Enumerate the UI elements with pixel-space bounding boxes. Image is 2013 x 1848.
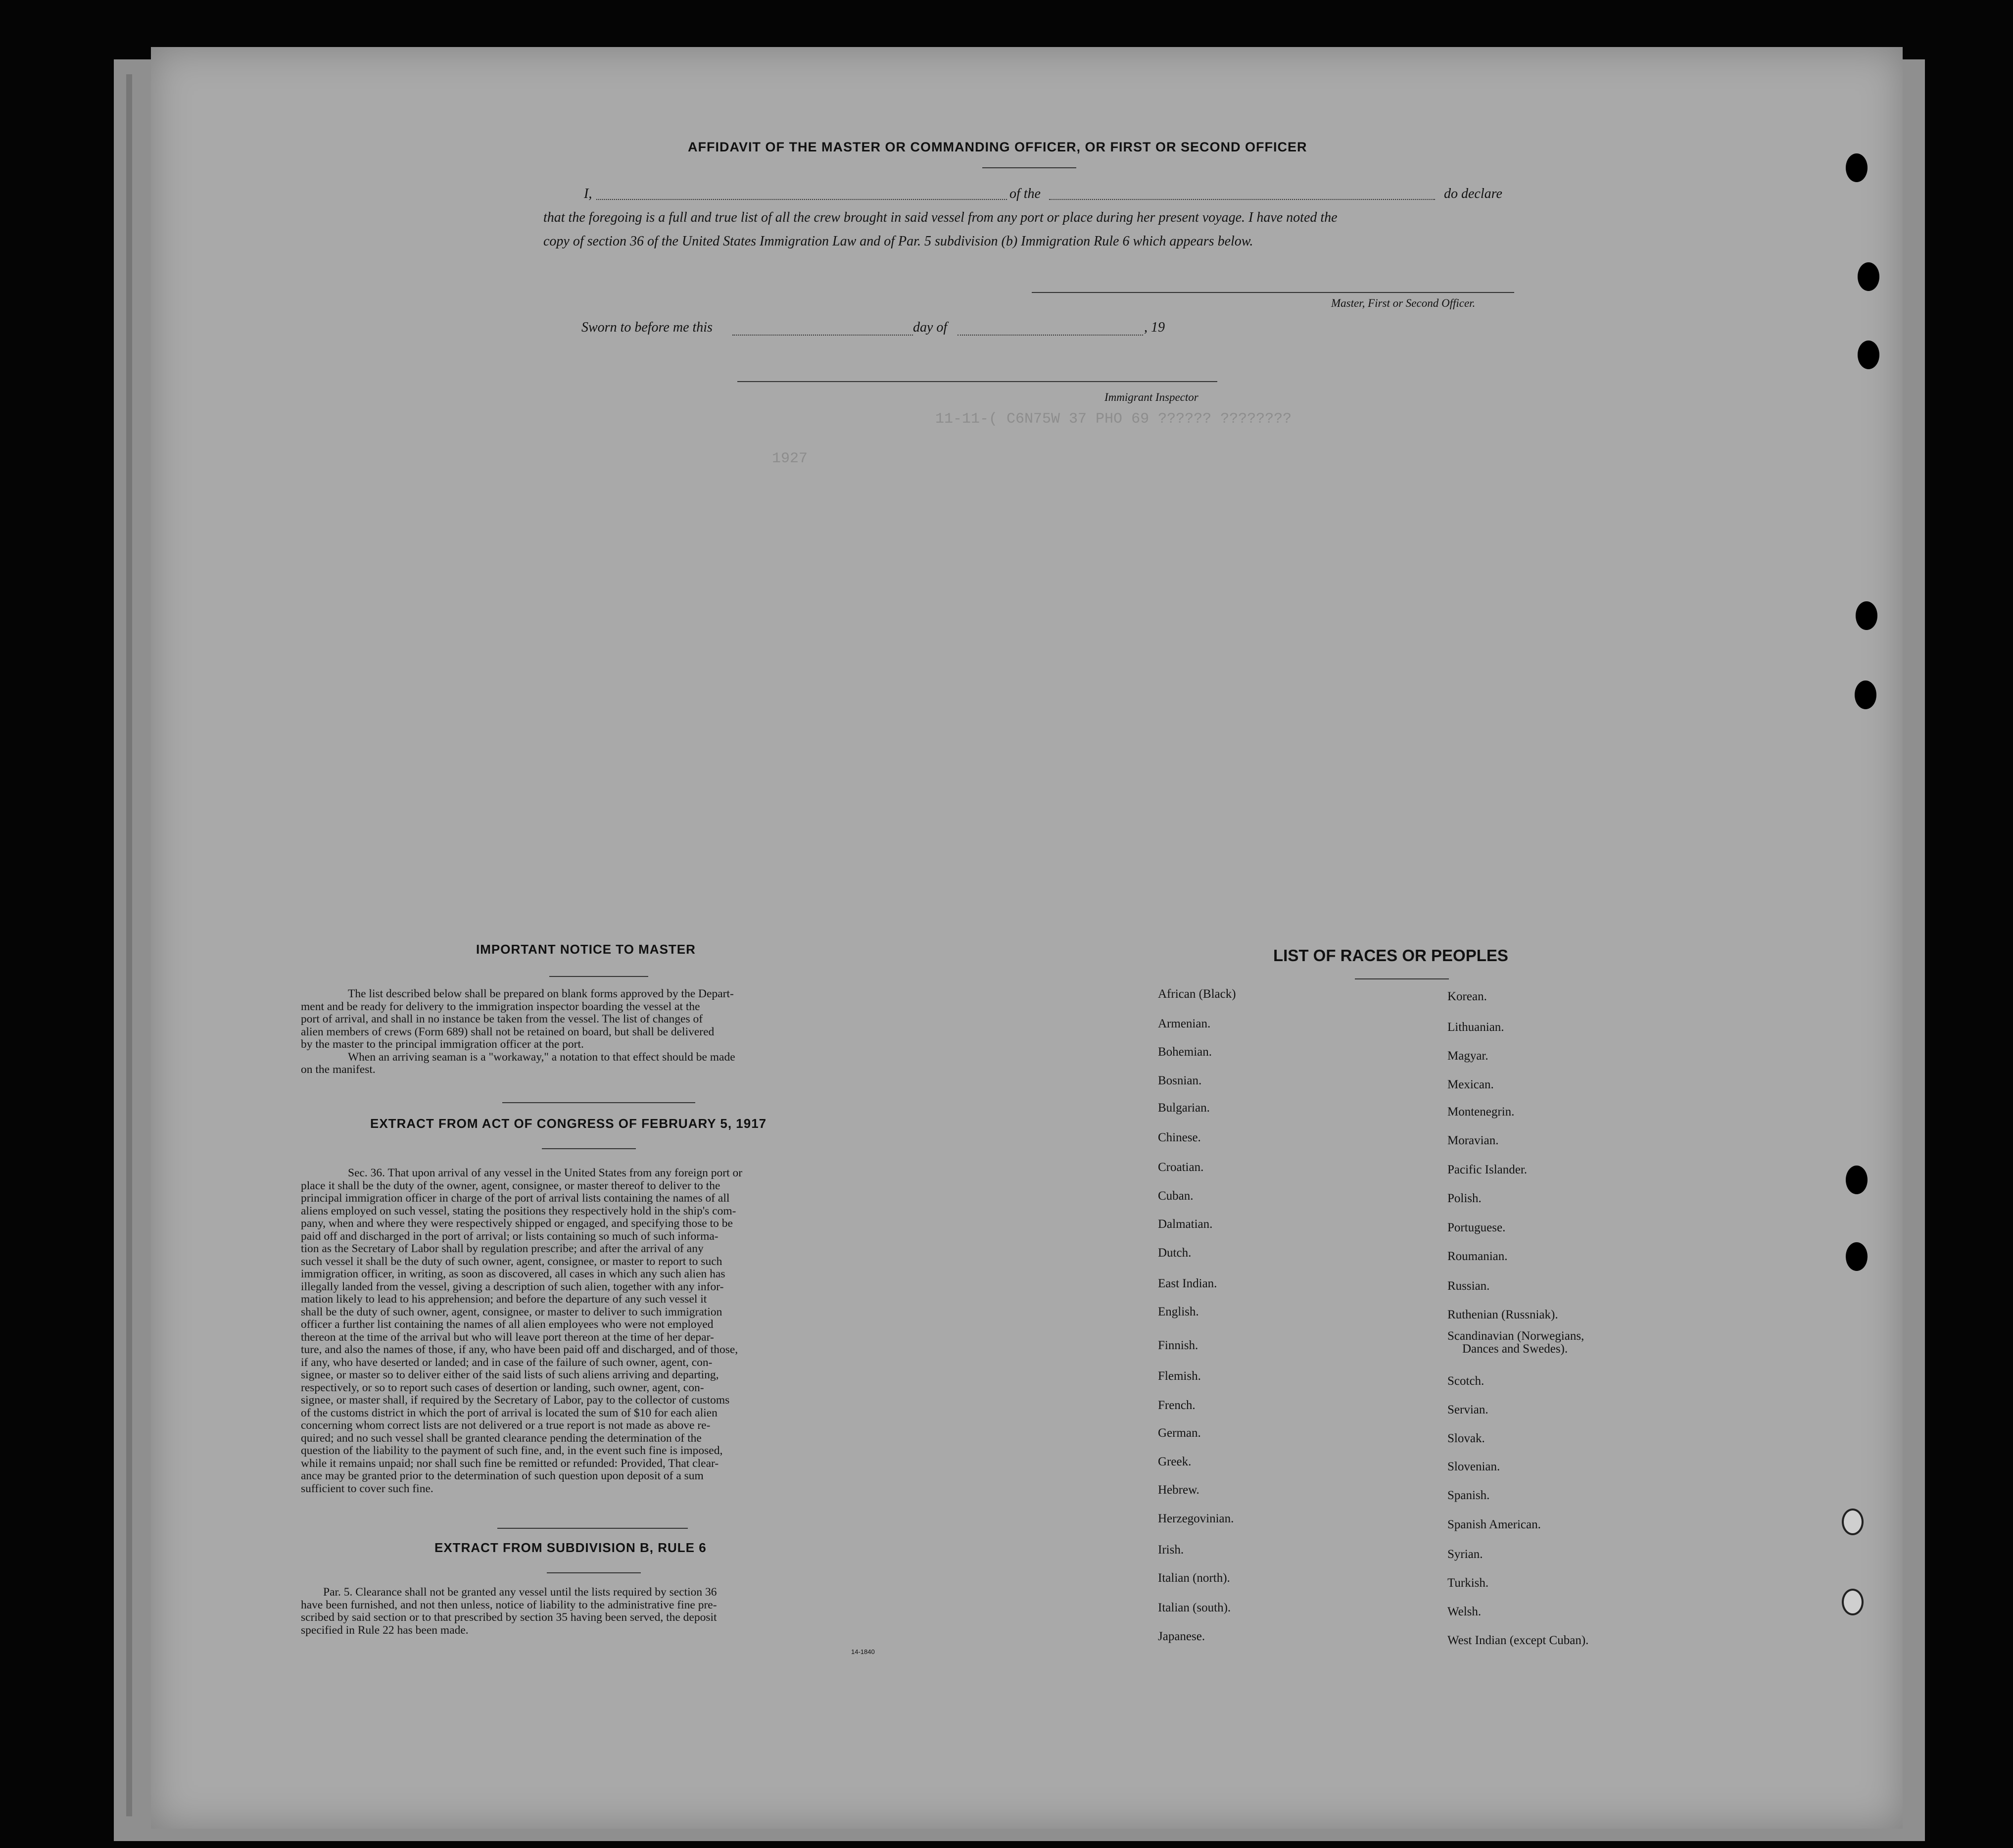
text-line: The list described below shall be prepared on blank forms approved by the Depart- xyxy=(348,988,734,1000)
race-entry: Roumanian. xyxy=(1447,1250,1508,1263)
race-entry: Dalmatian. xyxy=(1158,1217,1213,1231)
punch-hole xyxy=(1846,1166,1868,1194)
extract-act-underline xyxy=(542,1148,636,1149)
race-entry: Polish. xyxy=(1447,1192,1482,1205)
page-edge xyxy=(126,74,132,1816)
text-line: question of the liability to the payment of such fine, and, in the event such fine is imposed, xyxy=(301,1445,723,1457)
sworn-day-blank xyxy=(732,335,913,336)
race-entry: Italian (south). xyxy=(1158,1601,1231,1614)
text-line: concerning whom correct lists are not delivered or a true report is not made as above re- xyxy=(301,1419,711,1432)
race-entry: Servian. xyxy=(1447,1403,1488,1416)
punch-hole xyxy=(1842,1589,1864,1615)
inspector-caption: Immigrant Inspector xyxy=(1104,391,1198,403)
race-entry: Dances and Swedes). xyxy=(1462,1342,1568,1356)
text-line: officer a further list containing the names of all alien employees who were not employed xyxy=(301,1318,714,1331)
races-underline xyxy=(1355,978,1449,979)
race-entry: Pacific Islander. xyxy=(1447,1163,1528,1176)
affidavit-title: AFFIDAVIT OF THE MASTER OR COMMANDING OFFICER, OR FIRST OR SECOND OFFICER xyxy=(688,140,1307,154)
text-line: mation likely to lead to his apprehension; and before the departure of any such vessel it xyxy=(301,1293,707,1306)
race-entry: Lithuanian. xyxy=(1447,1021,1504,1034)
text-line: paid off and discharged in the port of arrival; or lists containing so much of such informa- xyxy=(301,1230,719,1243)
race-entry: Irish. xyxy=(1158,1543,1184,1556)
inspector-signature-line xyxy=(737,381,1217,382)
race-entry: Welsh. xyxy=(1447,1605,1482,1618)
race-entry: Scandinavian (Norwegians, xyxy=(1447,1329,1584,1343)
race-entry: Bulgarian. xyxy=(1158,1101,1210,1115)
race-entry: Bosnian. xyxy=(1158,1074,1202,1087)
race-entry: African (Black) xyxy=(1158,987,1236,1001)
race-entry: West Indian (except Cuban). xyxy=(1447,1634,1589,1647)
race-entry: East Indian. xyxy=(1158,1277,1217,1290)
race-entry: English. xyxy=(1158,1305,1199,1318)
race-entry: Russian. xyxy=(1447,1279,1490,1293)
affidavit-line-3: copy of section 36 of the United States Immigration Law and of Par. 5 subdivision (b) Immigration Rule 6 which appears below. xyxy=(543,234,1253,249)
race-entry: Slovenian. xyxy=(1447,1460,1500,1473)
text-line: ment and be ready for delivery to the immigration inspector boarding the vessel at the xyxy=(301,1000,700,1013)
text-line: have been furnished, and not then unless, notice of liability to the administrative fine pre- xyxy=(301,1599,717,1611)
race-entry: Bohemian. xyxy=(1158,1045,1212,1059)
race-entry: Scotch. xyxy=(1447,1374,1485,1388)
text-line: respectively, or so to report such cases of desertion or landing, such owner, agent, con- xyxy=(301,1381,704,1394)
text-line: such vessel it shall be the duty of such owner, agent, consignee, or master to report to such xyxy=(301,1255,722,1268)
punch-hole xyxy=(1858,262,1879,291)
race-entry: Turkish. xyxy=(1447,1576,1489,1590)
text-line: alien members of crews (Form 689) shall not be retained on board, but shall be delivered xyxy=(301,1025,715,1038)
name-blank xyxy=(596,199,1007,200)
text-line: principal immigration officer in charge of the port of arrival lists containing the names of all xyxy=(301,1192,730,1205)
punch-hole xyxy=(1856,601,1877,630)
race-entry: Magyar. xyxy=(1447,1049,1488,1063)
punch-hole xyxy=(1858,340,1879,369)
sworn-day-of: day of xyxy=(913,320,948,335)
text-line: thereon at the time of the arrival but who will leave port thereon at the time of her depar- xyxy=(301,1331,714,1344)
text-line: immigration officer, in writing, as soon as discovered, all cases in which any such alien has xyxy=(301,1268,725,1280)
race-entry: Italian (north). xyxy=(1158,1571,1230,1585)
text-line: scribed by said section or to that prescribed by section 35 having been served, the deposit xyxy=(301,1611,717,1624)
bleed-through-row: 11-11-( C6N75W 37 PHO 69 ?????? ???????? xyxy=(935,411,1292,428)
text-line: ture, and also the names of those, if any, who have been paid off and discharged, and of those, xyxy=(301,1344,738,1356)
extract-rule-underline xyxy=(547,1572,641,1573)
form-page xyxy=(151,47,1903,1829)
extract-act-title: EXTRACT FROM ACT OF CONGRESS OF FEBRUARY 5, 1917 xyxy=(370,1116,767,1131)
text-line: tion as the Secretary of Labor shall by regulation prescribe; and after the arrival of any xyxy=(301,1243,704,1255)
sworn-month-blank xyxy=(958,335,1143,336)
affidavit-line-2: that the foregoing is a full and true list of all the crew brought in said vessel from any port or place during her present voyage. I have noted the xyxy=(543,210,1338,225)
extract-rule-text xyxy=(301,1586,890,1637)
race-entry: Portuguese. xyxy=(1447,1221,1506,1234)
affidavit-of-the: of the xyxy=(1009,186,1041,201)
affidavit-declare: do declare xyxy=(1444,186,1502,201)
race-entry: Flemish. xyxy=(1158,1369,1201,1383)
race-entry: Croatian. xyxy=(1158,1161,1204,1174)
race-entry: Japanese. xyxy=(1158,1630,1205,1643)
signature-line xyxy=(1032,292,1514,293)
bleed-through-text: 1927 xyxy=(772,450,808,467)
race-entry: Herzegovinian. xyxy=(1158,1512,1234,1525)
race-entry: Greek. xyxy=(1158,1455,1192,1468)
section-divider xyxy=(497,1528,688,1529)
text-line: specified in Rule 22 has been made. xyxy=(301,1624,469,1637)
punch-hole xyxy=(1846,1242,1868,1271)
race-entry: Armenian. xyxy=(1158,1017,1211,1030)
text-line: shall be the duty of such owner, agent, consignee, or master to deliver to such immigration xyxy=(301,1306,722,1318)
punch-hole xyxy=(1855,681,1876,709)
race-entry: Slovak. xyxy=(1447,1432,1485,1445)
signature-caption: Master, First or Second Officer. xyxy=(1331,297,1476,309)
extract-act-text xyxy=(301,1167,890,1495)
race-entry: Korean. xyxy=(1447,990,1487,1003)
race-entry: Cuban. xyxy=(1158,1189,1194,1203)
text-line: quired; and no such vessel shall be granted clearance pending the determination of the xyxy=(301,1432,702,1445)
punch-hole xyxy=(1842,1508,1864,1535)
notice-title: IMPORTANT NOTICE TO MASTER xyxy=(476,942,696,957)
text-line: pany, when and where they were respectively shipped or engaged, and specifying those to be xyxy=(301,1217,733,1230)
notice-underline xyxy=(549,976,648,977)
sworn-prefix: Sworn to before me this xyxy=(581,320,713,335)
text-line: signee, or master shall, if required by the Secretary of Labor, pay to the collector of customs xyxy=(301,1394,730,1407)
race-entry: Spanish American. xyxy=(1447,1518,1541,1531)
text-line: while it remains unpaid; nor shall such fine be remitted or refunded: Provided, That clear- xyxy=(301,1457,719,1470)
text-line: signee, or master so to deliver either of the said lists of such aliens arriving and departing, xyxy=(301,1369,719,1381)
race-entry: Dutch. xyxy=(1158,1246,1192,1260)
text-line: by the master to the principal immigration officer at the port. xyxy=(301,1038,584,1051)
title-underline xyxy=(982,167,1076,168)
text-line: port of arrival, and shall in no instance be taken from the vessel. The list of changes of xyxy=(301,1013,703,1025)
affidavit-i: I, xyxy=(584,186,592,201)
vessel-blank xyxy=(1049,199,1435,200)
sworn-year: , 19 xyxy=(1144,320,1165,335)
text-line: place it shall be the duty of the owner, agent, consignee, or master thereof to deliver to the xyxy=(301,1179,720,1192)
text-line: if any, who have deserted or landed; and in case of the failure of such owner, agent, con- xyxy=(301,1356,713,1369)
race-entry: Chinese. xyxy=(1158,1131,1201,1144)
text-line: ance may be granted prior to the determination of such question upon deposit of a sum xyxy=(301,1470,704,1482)
race-entry: Spanish. xyxy=(1447,1489,1490,1502)
section-divider xyxy=(502,1102,695,1103)
race-entry: Hebrew. xyxy=(1158,1483,1199,1497)
text-line: When an arriving seaman is a "workaway," a notation to that effect should be made xyxy=(348,1051,735,1064)
race-entry: Montenegrin. xyxy=(1447,1105,1515,1119)
race-entry: Ruthenian (Russniak). xyxy=(1447,1308,1558,1321)
race-entry: Syrian. xyxy=(1447,1548,1483,1561)
text-line: illegally landed from the vessel, giving a description of such alien, together with any infor- xyxy=(301,1280,724,1293)
races-title: LIST OF RACES OR PEOPLES xyxy=(1273,946,1508,965)
text-line: of the customs district in which the port of arrival is located the sum of $10 for each alien xyxy=(301,1407,718,1419)
punch-hole xyxy=(1846,153,1868,182)
race-entry: Mexican. xyxy=(1447,1078,1494,1091)
text-line: Par. 5. Clearance shall not be granted any vessel until the lists required by section 36 xyxy=(323,1586,717,1599)
extract-rule-title: EXTRACT FROM SUBDIVISION B, RULE 6 xyxy=(434,1540,707,1555)
text-line: Sec. 36. That upon arrival of any vessel in the United States from any foreign port or xyxy=(348,1167,743,1179)
race-entry: French. xyxy=(1158,1399,1196,1412)
form-number: 14-1840 xyxy=(851,1648,875,1655)
notice-text xyxy=(301,988,890,1076)
text-line: aliens employed on such vessel, stating the positions they respectively hold in the ship's com- xyxy=(301,1205,736,1217)
text-line: on the manifest. xyxy=(301,1064,376,1076)
race-entry: Finnish. xyxy=(1158,1339,1198,1352)
race-entry: German. xyxy=(1158,1426,1201,1440)
race-entry: Moravian. xyxy=(1447,1134,1499,1147)
text-line: sufficient to cover such fine. xyxy=(301,1482,433,1495)
